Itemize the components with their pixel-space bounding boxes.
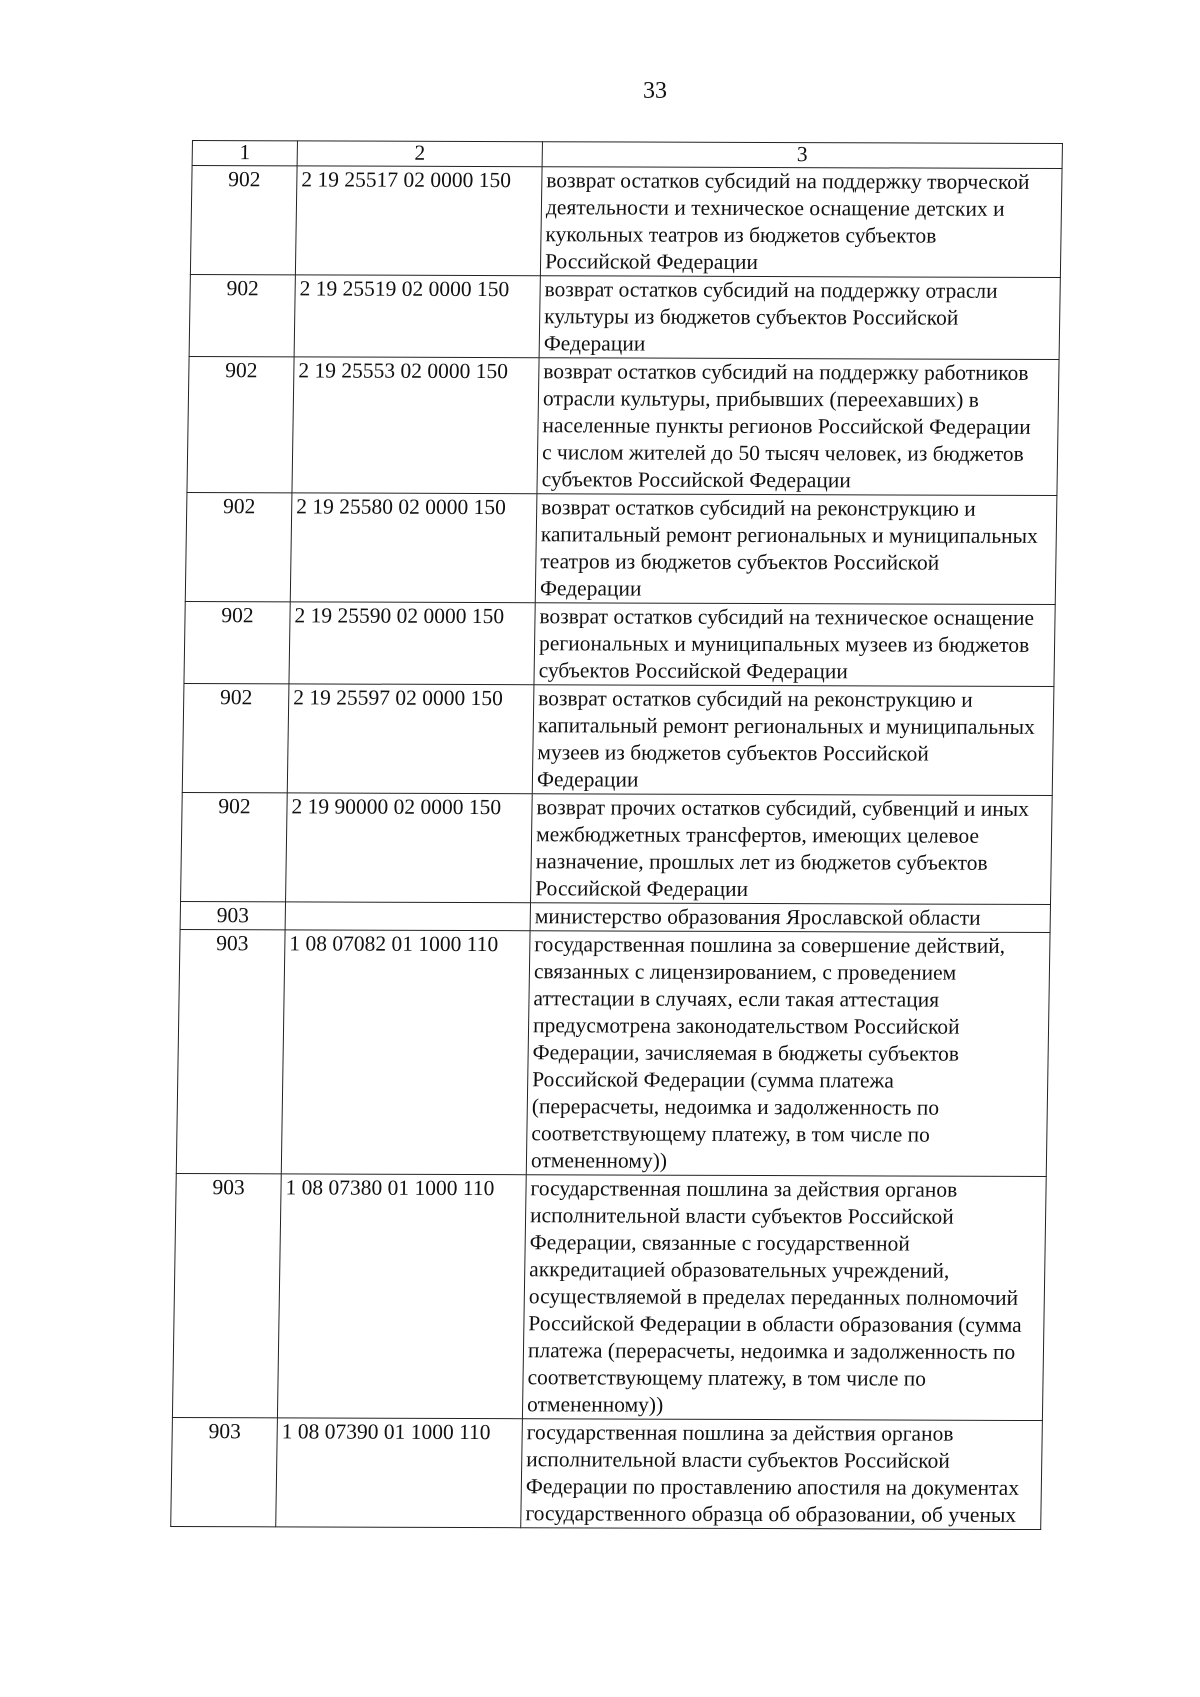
description-line: музеев из бюджетов субъектов Российской <box>537 740 930 766</box>
table-row <box>184 601 1055 686</box>
budget-classification-code-cell <box>285 902 530 931</box>
budget-classification-code-cell: 1 08 07380 01 1000 110 <box>277 1174 526 1419</box>
revenue-description-cell <box>531 794 1053 905</box>
description-line: Российской Федерации <box>544 249 759 274</box>
administrator-code-cell: 903 <box>172 1173 281 1417</box>
budget-classification-code-cell: 1 08 07390 01 1000 110 <box>276 1418 523 1528</box>
description-line: субъектов Российской Федерации <box>541 467 852 493</box>
description-line: возврат остатков субсидий на поддержку работников <box>543 359 1029 385</box>
description-line: предусмотрена законодательством Российской <box>532 1013 960 1039</box>
description-line: аттестации в случаях, если такая аттестация <box>533 986 940 1012</box>
description-line: возврат остатков субсидий на реконструкцию и <box>541 495 976 521</box>
administrator-code-cell: 902 <box>182 683 289 792</box>
budget-classification-code-cell: 2 19 90000 02 0000 150 <box>286 793 533 903</box>
description-line: с числом жителей до 50 тысяч человек, из бюджетов <box>541 440 1024 466</box>
description-line: исполнительной власти субъектов Российской <box>529 1203 954 1229</box>
description-line: Российской Федерации <box>535 876 749 901</box>
description-line: аккредитацией образовательных учреждений, <box>529 1257 950 1283</box>
description-line: Федерации по проставлению апостиля на документах <box>525 1474 1020 1500</box>
description-line: государственного образца об образовании, об ученых <box>525 1501 1017 1527</box>
administrator-code-cell: 902 <box>185 492 292 601</box>
revenue-description-cell <box>532 685 1054 796</box>
description-line: возврат остатков субсидий на поддержку отрасли <box>544 277 998 303</box>
description-line: Федерации <box>539 576 642 601</box>
description-line: возврат остатков субсидий на поддержку творческой <box>546 168 1030 194</box>
description-line: осуществляемой в пределах переданных полномочий <box>528 1284 1019 1310</box>
description-line: Российской Федерации в области образования (сумма <box>528 1311 1022 1337</box>
budget-classification-code-cell: 2 19 25597 02 0000 150 <box>287 684 534 794</box>
document-sheet <box>170 140 1063 1530</box>
description-line: театров из бюджетов субъектов Российской <box>540 549 940 575</box>
description-line: исполнительной власти субъектов Российской <box>526 1447 951 1473</box>
administrator-code-cell: 902 <box>187 357 294 493</box>
table-row <box>190 166 1062 278</box>
description-line: министерство образования Ярославской области <box>534 904 981 930</box>
column-header-2: 2 <box>297 141 542 167</box>
table-row <box>172 1173 1046 1420</box>
description-line: государственная пошлина за действия органов <box>526 1420 954 1446</box>
description-line: кукольных театров из бюджетов субъектов <box>545 222 937 248</box>
description-line: Федерации <box>543 331 646 356</box>
budget-classification-code-cell: 1 08 07082 01 1000 110 <box>281 930 530 1175</box>
revenue-description-cell <box>534 603 1055 687</box>
revenue-description-cell <box>530 903 1050 933</box>
description-line: возврат прочих остатков субсидий, субвенций и иных <box>536 795 1030 821</box>
table-row <box>182 683 1054 795</box>
table-row <box>176 929 1050 1176</box>
description-line: отмененному)) <box>530 1148 668 1173</box>
description-line: Федерации, связанные с государственной <box>529 1230 911 1256</box>
description-line: деятельности и техническое оснащение детских и <box>545 195 1005 221</box>
description-line: Федерации <box>536 767 639 792</box>
table-row <box>181 792 1053 904</box>
budget-classification-code-cell: 2 19 25590 02 0000 150 <box>289 602 535 685</box>
page-number: 33 <box>643 78 667 104</box>
table-row <box>185 492 1057 604</box>
revenue-description-cell <box>522 1175 1046 1421</box>
description-line: субъектов Российской Федерации <box>538 658 849 684</box>
table-row <box>187 357 1059 496</box>
description-line: капитальный ремонт региональных и муниципальных <box>537 713 1036 739</box>
description-line: государственная пошлина за совершение действий, <box>534 932 1006 958</box>
description-line: Федерации, зачисляемая в бюджеты субъектов <box>532 1040 960 1066</box>
description-line: отрасли культуры, прибывших (переехавших) в <box>542 386 980 412</box>
revenue-description-cell <box>537 358 1059 496</box>
description-line: культуры из бюджетов субъектов Российской <box>544 304 959 330</box>
description-line: возврат остатков субсидий на техническое оснащение <box>539 604 1035 630</box>
budget-classification-code-cell: 2 19 25553 02 0000 150 <box>292 357 539 494</box>
revenue-description-cell <box>539 276 1060 360</box>
description-line: связанных с лицензированием, с проведением <box>533 959 957 985</box>
budget-classification-code-cell: 2 19 25519 02 0000 150 <box>294 275 540 358</box>
revenue-description-cell <box>540 167 1062 278</box>
table-row <box>180 901 1050 932</box>
description-line: (перерасчеты, недоимка и задолженность по <box>531 1094 940 1120</box>
administrator-code-cell: 902 <box>189 275 295 357</box>
description-line: Российской Федерации (сумма платежа <box>532 1067 895 1093</box>
column-number-header-row <box>192 141 1062 169</box>
description-line: государственная пошлина за действия органов <box>530 1176 958 1202</box>
administrator-code-cell: 903 <box>176 929 285 1173</box>
description-line: межбюджетных трансфертов, имеющих целевое <box>535 822 980 848</box>
description-line: соответствующему платежу, в том числе по <box>527 1365 927 1391</box>
budget-classification-code-cell: 2 19 25517 02 0000 150 <box>295 166 542 276</box>
administrator-code-cell: 903 <box>180 901 285 929</box>
table-row <box>189 275 1060 360</box>
budget-code-table <box>170 140 1063 1530</box>
budget-classification-code-cell: 2 19 25580 02 0000 150 <box>290 493 537 603</box>
description-line: назначение, прошлых лет из бюджетов субъектов <box>535 849 988 875</box>
description-line: населенные пункты регионов Российской Федерации <box>542 413 1031 439</box>
administrator-code-cell: 902 <box>181 792 288 901</box>
administrator-code-cell: 903 <box>171 1417 278 1526</box>
revenue-description-cell <box>521 1419 1043 1530</box>
column-header-1: 1 <box>192 141 297 166</box>
administrator-code-cell: 902 <box>190 166 297 275</box>
description-line: региональных и муниципальных музеев из бюджетов <box>538 631 1030 657</box>
description-line: соответствующему платежу, в том числе по <box>531 1121 931 1147</box>
revenue-description-cell <box>526 931 1050 1177</box>
table-row <box>171 1417 1043 1529</box>
description-line: капитальный ремонт региональных и муниципальных <box>540 522 1039 548</box>
description-line: платежа (перерасчеты, недоимка и задолженность по <box>527 1338 1016 1364</box>
table-body <box>171 166 1062 1530</box>
administrator-code-cell: 902 <box>184 601 290 683</box>
description-line: отмененному)) <box>526 1392 664 1417</box>
description-line: возврат остатков субсидий на реконструкцию и <box>538 686 973 712</box>
column-header-3: 3 <box>542 142 1062 169</box>
revenue-description-cell <box>535 494 1057 605</box>
